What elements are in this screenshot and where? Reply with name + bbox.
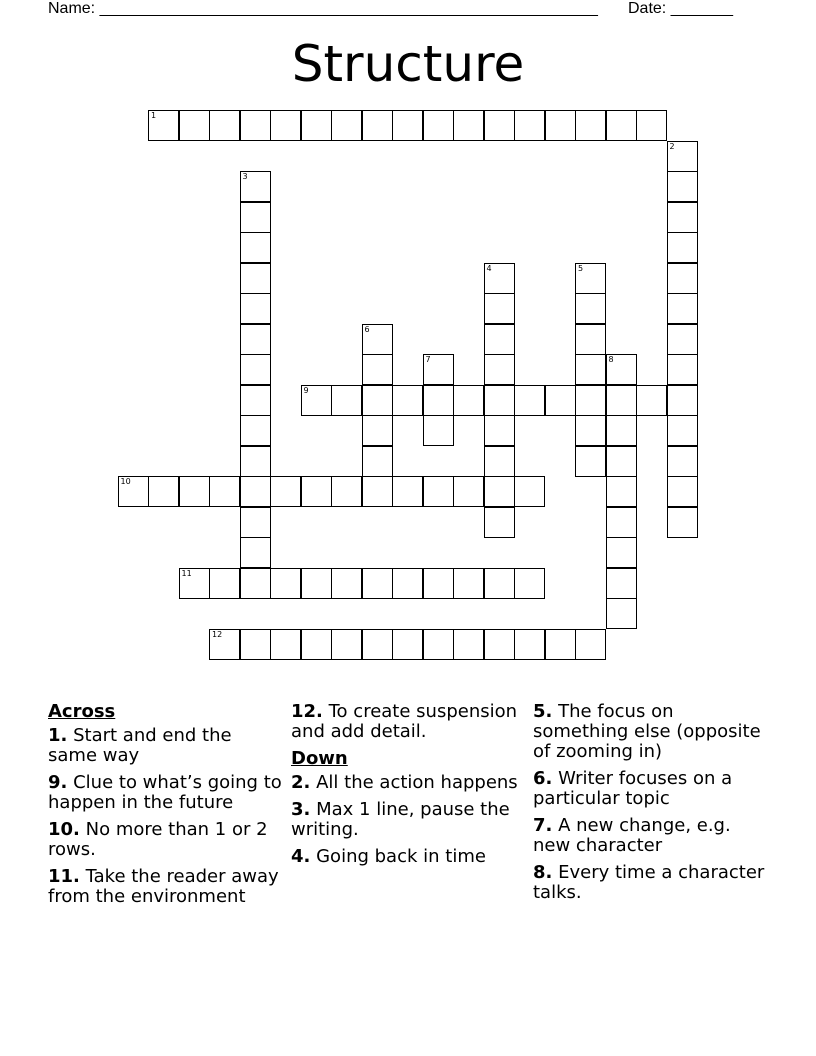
clue-across-9: 9. Clue to what’s going to happen in the future	[48, 772, 282, 813]
crossword-cell[interactable]	[575, 324, 606, 355]
crossword-cell[interactable]	[270, 568, 301, 599]
crossword-cell[interactable]	[240, 537, 271, 568]
crossword-cell[interactable]	[575, 415, 606, 446]
clue-number: 11	[181, 568, 192, 578]
crossword-cell[interactable]	[545, 385, 576, 416]
crossword-cell[interactable]	[240, 202, 271, 233]
crossword-cell[interactable]	[484, 415, 515, 446]
crossword-cell[interactable]	[514, 110, 545, 141]
crossword-cell[interactable]	[179, 568, 210, 599]
clue-down-8: 8. Every time a character talks.	[533, 862, 765, 903]
crossword-cell[interactable]	[667, 293, 698, 324]
crossword-cell[interactable]	[392, 568, 423, 599]
crossword-cell[interactable]	[362, 476, 393, 507]
crossword-cell[interactable]	[270, 476, 301, 507]
crossword-cell[interactable]	[484, 354, 515, 385]
crossword-cell[interactable]	[209, 568, 240, 599]
crossword-cell[interactable]	[392, 476, 423, 507]
crossword-cell[interactable]	[606, 110, 637, 141]
crossword-cell[interactable]	[667, 446, 698, 477]
crossword-cell[interactable]	[484, 446, 515, 477]
crossword-cell[interactable]	[575, 263, 606, 294]
clue-down-3: 3. Max 1 line, pause the writing.	[291, 799, 510, 840]
down-heading: Down	[291, 748, 348, 769]
clue-across-1: 1. Start and end the same way	[48, 725, 232, 766]
clue-number: 9	[303, 385, 309, 395]
clue-across-11: 11. Take the reader away from the environment	[48, 866, 279, 907]
crossword-cell[interactable]	[484, 629, 515, 660]
crossword-cell[interactable]	[667, 202, 698, 233]
crossword-cell[interactable]	[606, 446, 637, 477]
crossword-cell[interactable]	[240, 629, 271, 660]
crossword-cell[interactable]	[362, 324, 393, 355]
crossword-cell[interactable]	[240, 415, 271, 446]
crossword-cell[interactable]	[606, 385, 637, 416]
crossword-cell[interactable]	[453, 476, 484, 507]
clue-column-1	[48, 702, 286, 914]
crossword-cell[interactable]	[179, 110, 210, 141]
crossword-cell[interactable]	[606, 354, 637, 385]
crossword-cell[interactable]	[484, 385, 515, 416]
crossword-cell[interactable]	[423, 476, 454, 507]
crossword-cell[interactable]	[453, 385, 484, 416]
crossword-cell[interactable]	[484, 568, 515, 599]
crossword-cell[interactable]	[484, 110, 515, 141]
crossword-cell[interactable]	[453, 629, 484, 660]
crossword-cell[interactable]	[362, 110, 393, 141]
crossword-cell[interactable]	[606, 598, 637, 629]
crossword-cell[interactable]	[362, 415, 393, 446]
crossword-cell[interactable]	[484, 263, 515, 294]
crossword-cell[interactable]	[667, 385, 698, 416]
crossword-cell[interactable]	[575, 385, 606, 416]
crossword-cell[interactable]	[667, 171, 698, 202]
crossword-cell[interactable]	[667, 354, 698, 385]
crossword-cell[interactable]	[667, 415, 698, 446]
page-title: Structure	[291, 35, 525, 93]
clue-number: 7	[425, 355, 431, 364]
crossword-cell[interactable]	[514, 385, 545, 416]
clue-number: 10	[120, 477, 131, 486]
crossword-cell[interactable]	[514, 568, 545, 599]
crossword-cell[interactable]	[575, 110, 606, 141]
crossword-cell[interactable]	[606, 537, 637, 568]
crossword-cell[interactable]	[331, 385, 362, 416]
crossword-cell[interactable]	[240, 324, 271, 355]
crossword-cell[interactable]	[209, 110, 240, 141]
crossword-cell[interactable]	[667, 232, 698, 263]
crossword-cell[interactable]	[331, 110, 362, 141]
crossword-cell[interactable]	[484, 324, 515, 355]
crossword-cell[interactable]	[575, 354, 606, 385]
crossword-cell[interactable]	[667, 141, 698, 172]
crossword-cell[interactable]	[362, 568, 393, 599]
crossword-cell[interactable]	[606, 415, 637, 446]
crossword-cell[interactable]	[453, 568, 484, 599]
crossword-cell[interactable]	[423, 415, 454, 446]
crossword-cell[interactable]	[148, 110, 179, 141]
crossword-cell[interactable]	[209, 476, 240, 507]
clue-down-5: 5. The focus on something else (opposite of zooming in)	[533, 701, 761, 762]
crossword-cell[interactable]	[606, 568, 637, 599]
clue-down-7: 7. A new change, e.g. new character	[533, 815, 731, 856]
clue-number: 5	[578, 263, 584, 273]
crossword-cell[interactable]	[514, 629, 545, 660]
crossword-cell[interactable]	[636, 385, 667, 416]
crossword-cell[interactable]	[362, 385, 393, 416]
crossword-cell[interactable]	[301, 568, 332, 599]
crossword-cell[interactable]	[240, 293, 271, 324]
crossword-cell[interactable]	[667, 263, 698, 294]
clue-across-10: 10. No more than 1 or 2 rows.	[48, 819, 268, 860]
crossword-cell[interactable]	[667, 507, 698, 538]
clue-number: 3	[242, 172, 248, 181]
crossword-cell[interactable]	[453, 110, 484, 141]
crossword-cell[interactable]	[331, 629, 362, 660]
across-heading: Across	[48, 701, 116, 722]
crossword-cell[interactable]	[240, 385, 271, 416]
crossword-cell[interactable]	[148, 476, 179, 507]
crossword-cell[interactable]	[362, 446, 393, 477]
crossword-cell[interactable]	[545, 629, 576, 660]
crossword-cell[interactable]	[667, 324, 698, 355]
crossword-cell[interactable]	[209, 629, 240, 660]
clue-number: 8	[608, 355, 614, 364]
crossword-cell[interactable]	[484, 507, 515, 538]
crossword-cell[interactable]	[240, 263, 271, 294]
crossword-cell[interactable]	[484, 476, 515, 507]
clue-number: 2	[669, 141, 675, 151]
clue-down-2: 2. All the action happens	[291, 772, 518, 793]
crossword-cell[interactable]	[606, 507, 637, 538]
crossword-cell[interactable]	[423, 629, 454, 660]
crossword-cell[interactable]	[484, 293, 515, 324]
crossword-cell[interactable]	[118, 476, 149, 507]
crossword-cell[interactable]	[362, 354, 393, 385]
crossword-cell[interactable]	[606, 476, 637, 507]
crossword-cell[interactable]	[240, 171, 271, 202]
clue-column-3	[533, 702, 765, 910]
crossword-cell[interactable]	[240, 110, 271, 141]
crossword-cell[interactable]	[423, 354, 454, 385]
crossword-cell[interactable]	[331, 476, 362, 507]
clue-number: 1	[151, 111, 157, 120]
crossword-cell[interactable]	[301, 629, 332, 660]
crossword-cell[interactable]	[575, 446, 606, 477]
crossword-cell[interactable]	[240, 507, 271, 538]
clue-number: 6	[364, 324, 370, 334]
clue-down-4: 4. Going back in time	[291, 846, 486, 867]
crossword-cell[interactable]	[392, 110, 423, 141]
date-field-label: Date: _______	[628, 0, 733, 17]
crossword-cell[interactable]	[514, 476, 545, 507]
crossword-cell[interactable]	[667, 476, 698, 507]
crossword-cell[interactable]	[179, 476, 210, 507]
crossword-cell[interactable]	[362, 629, 393, 660]
crossword-cell[interactable]	[270, 110, 301, 141]
crossword-cell[interactable]	[240, 568, 271, 599]
crossword-cell[interactable]	[423, 110, 454, 141]
crossword-cell[interactable]	[301, 385, 332, 416]
crossword-cell[interactable]	[392, 629, 423, 660]
clue-column-2	[291, 702, 523, 874]
crossword-cell[interactable]	[636, 110, 667, 141]
crossword-cell[interactable]	[301, 476, 332, 507]
crossword-cell[interactable]	[423, 385, 454, 416]
crossword-cell[interactable]	[423, 568, 454, 599]
crossword-cell[interactable]	[545, 110, 576, 141]
crossword-cell[interactable]	[301, 110, 332, 141]
clue-number: 12	[212, 629, 223, 639]
crossword-cell[interactable]	[240, 354, 271, 385]
crossword-cell[interactable]	[240, 232, 271, 263]
crossword-cell[interactable]	[240, 446, 271, 477]
crossword-cell[interactable]	[331, 568, 362, 599]
crossword-cell[interactable]	[240, 476, 271, 507]
clue-down-6: 6. Writer focuses on a particular topic	[533, 768, 733, 809]
crossword-cell[interactable]	[270, 629, 301, 660]
crossword-cell[interactable]	[392, 385, 423, 416]
clue-number: 4	[486, 263, 492, 273]
crossword-cell[interactable]	[575, 629, 606, 660]
clue-across-12: 12. To create suspension and add detail.	[291, 701, 518, 742]
crossword-cell[interactable]	[575, 293, 606, 324]
name-field-label: Name: ________________________________________________________	[48, 0, 598, 17]
